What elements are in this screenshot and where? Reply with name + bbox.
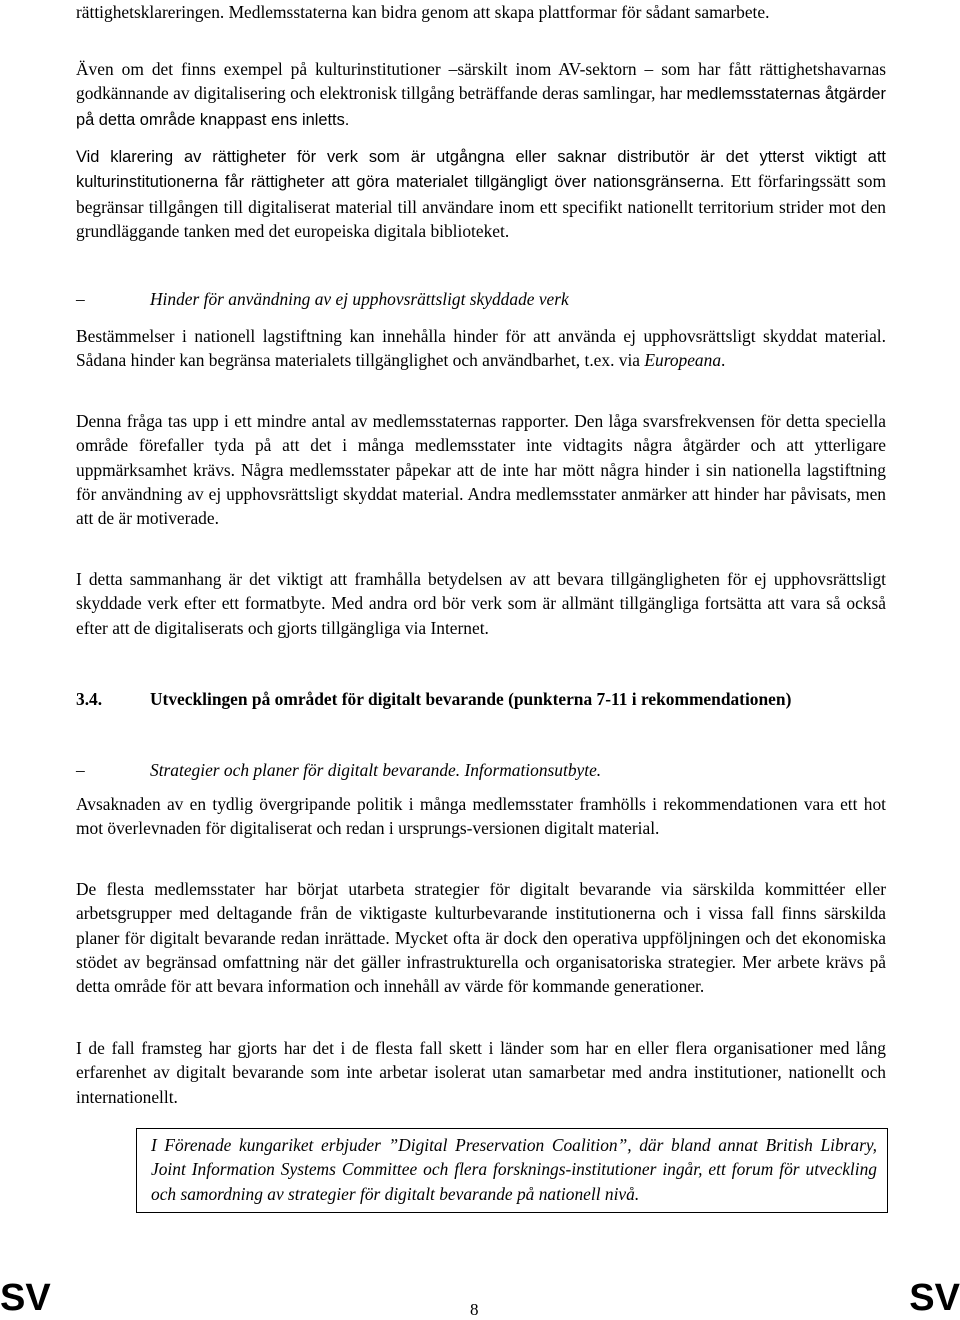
- paragraph-2-part-a: Även om det finns exempel på kulturinstitutioner –särskilt inom AV-sektorn – som har fått rättighetshavarnas godkännande av digitalisering och elektronisk tillgång beträffande deras samlingar, har: [76, 59, 886, 104]
- paragraph-1: rättighetsklareringen. Medlemsstaterna kan bidra genom att skapa plattformar för sådant samarbete.: [76, 2, 770, 22]
- dash-marker: –: [76, 289, 85, 309]
- section-heading: [76, 687, 886, 711]
- footer-language-left: SV: [0, 1277, 51, 1319]
- dash-marker: –: [76, 760, 85, 780]
- paragraph-3-part-a: Vid klarering av rättigheter för verk som är utgångna eller saknar distributör är det ytterst viktigt att kulturinstitutionerna får rättigheter att göra materialet tillgängligt över nationsgränserna.: [76, 148, 886, 192]
- paragraph-9: I de fall framsteg har gjorts har det i de flesta fall skett i länder som har en eller flera organisationer med lång erfarenhet av digitalt bevarande som inte arbetar isolerat utan samarbetar med andra institutioner, nationellt och internationellt.: [76, 1038, 886, 1107]
- sub-heading-1: [76, 287, 886, 311]
- paragraph-3-part-b: Ett förfaringssätt som begränsar tillgången till digitaliserat material till användare inom ett specifikt nationellt territorium strider mot den grundläggande tanken med det europeiska digitala biblioteket.: [76, 171, 886, 241]
- paragraph-4-part-b: .: [721, 350, 726, 371]
- paragraph-4: [76, 324, 886, 373]
- paragraph-2: [76, 57, 886, 132]
- paragraph-6: I detta sammanhang är det viktigt att framhålla betydelsen av att bevara tillgängligheten för ej upphovsrättsligt skyddade verk efter ett formatbyte. Med andra ord bör verk som är allmänt tillgängliga fortsätta att vara så också efter att de digitaliserats och gjorts tillgängliga via Internet.: [76, 569, 886, 638]
- page-number: 8: [470, 1300, 479, 1319]
- footer-language-right: SV: [909, 1277, 960, 1319]
- paragraph-3: [76, 144, 886, 243]
- paragraph-2-part-b: medlemsstaternas åtgärder på detta område knappast ens inletts.: [76, 85, 887, 129]
- section-title: Utvecklingen på området för digitalt bevarande (punkterna 7-11 i rekommendationen): [150, 689, 792, 709]
- europeana-text: Europeana: [644, 350, 722, 371]
- paragraph-5: Denna fråga tas upp i ett mindre antal av medlemsstaternas rapporter. Den låga svarsfrekvensen för detta speciella område förefaller tyda på att det i många medlemsstater inte vidtagits några åtgärder och att ytterligare uppmärksamhet krävs. Några medlemsstater påpekar att de inte har mött några hinder i sin nationella lagstiftning för användning av ej upphovsrättsligt skyddat material. Andra medlemsstater anmärker att hinder har påvisats, men att de är motiverade.: [76, 411, 886, 529]
- info-box: [136, 1128, 888, 1213]
- info-box-text: I Förenade kungariket erbjuder ”Digital Preservation Coalition”, där bland annat British Library, Joint Information Systems Committee och flera forsknings-institutioner ingår, ett forum för utveckling och samordning av strategier för digitalt bevarande på nationell nivå.: [151, 1135, 877, 1204]
- paragraph-7: Avsaknaden av en tydlig övergripande politik i många medlemsstater framhölls i rekommendationen vara ett hot mot överlevnaden för digitaliserat och redan i ursprungs-versionen digitalt material.: [76, 794, 886, 839]
- sub-heading-1-text: Hinder för användning av ej upphovsrättsligt skyddade verk: [150, 289, 569, 309]
- section-number: 3.4.: [76, 689, 103, 709]
- sub-heading-2-text: Strategier och planer för digitalt bevarande. Informationsutbyte.: [150, 760, 602, 780]
- paragraph-8: De flesta medlemsstater har börjat utarbeta strategier för digitalt bevarande via särskilda kommittéer eller arbetsgrupper med deltagande från de viktigaste kulturbevarande institutionerna och i vissa fall finns särskilda planer för digitalt bevarande redan inrättade. Mycket ofta är dock den operativa uppföljningen och det ekonomiska stödet av begränsad omfattning när det gäller infrastrukturella och organisatoriska strategier. Mer arbete krävs på detta område för att bevara information och innehåll av värde för kommande generationer.: [76, 879, 886, 997]
- sub-heading-2: [76, 758, 886, 782]
- paragraph-4-part-a: Bestämmelser i nationell lagstiftning kan innehålla hinder för att använda ej upphovsrättsligt skyddat material. Sådana hinder kan begränsa materialets tillgänglighet och användbarhet, t.ex. via: [76, 326, 886, 371]
